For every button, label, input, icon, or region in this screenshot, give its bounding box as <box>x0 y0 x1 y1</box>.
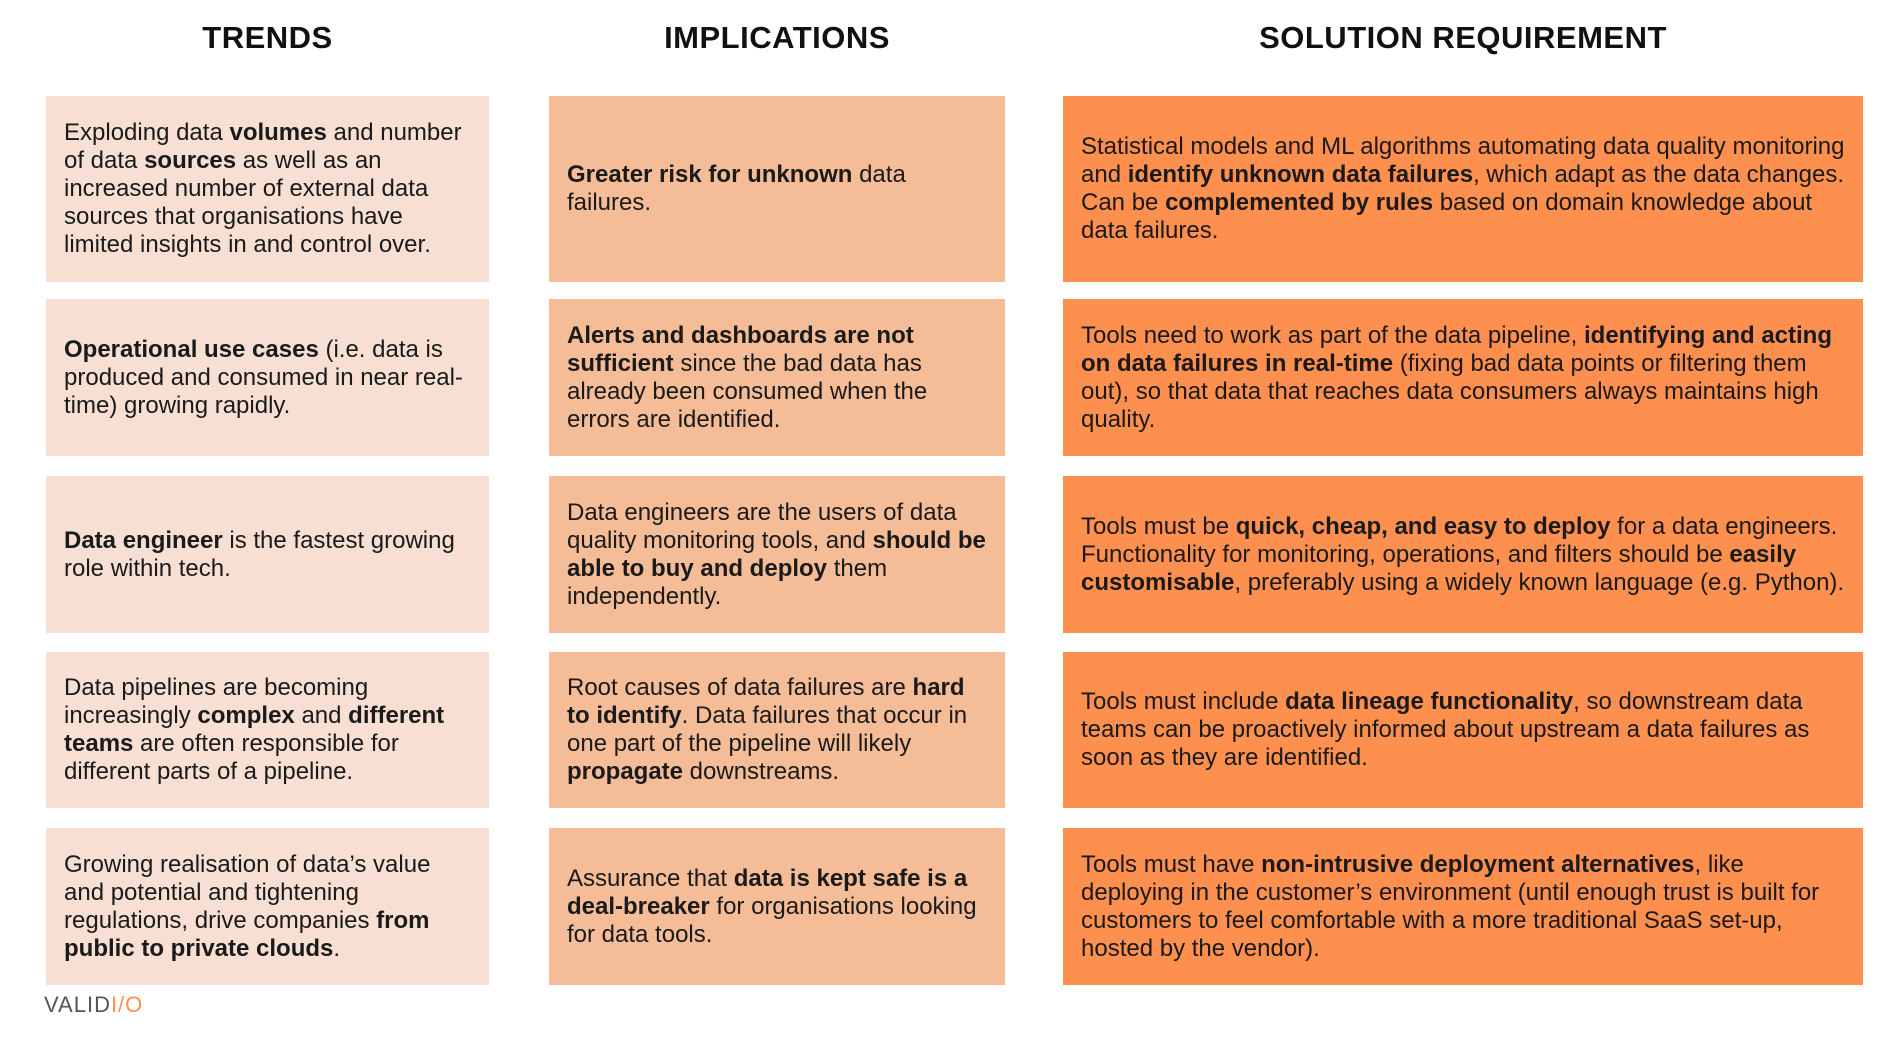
text-segment: , which adapt as the data changes. Can be <box>1081 161 1845 216</box>
implication-text <box>567 865 987 949</box>
trend-cell-5 <box>46 828 489 985</box>
emphasis-text: complex <box>197 702 295 729</box>
emphasis-text: volumes <box>229 119 327 146</box>
emphasis-text: propagate <box>567 758 684 785</box>
trend-cell-3 <box>46 476 489 633</box>
text-segment: Statistical models and ML algorithms automating data quality monitoring and <box>1081 133 1845 188</box>
header-implications: IMPLICATIONS <box>664 20 890 55</box>
text-segment: based on domain knowledge about data failures. <box>1081 189 1813 244</box>
text-segment: is the fastest growing role within tech. <box>64 526 455 582</box>
implication-cell-1 <box>549 96 1005 282</box>
text-segment: (i.e. data is produced and consumed in near real-time) growing rapidly. <box>64 335 463 419</box>
implication-text <box>567 322 987 434</box>
emphasis-text: Greater risk for unknown <box>567 161 853 188</box>
text-segment: are often responsible for different parts of a pipeline. <box>64 730 399 785</box>
emphasis-text: different teams <box>64 702 445 757</box>
text-segment: Assurance that <box>567 864 734 892</box>
implication-cell-4 <box>549 652 1005 808</box>
solution-text <box>1081 688 1845 772</box>
solution-cell-3 <box>1063 476 1863 633</box>
text-segment: Tools need to work as part of the data pipeline, <box>1081 321 1584 349</box>
emphasis-text: easily customisable <box>1081 540 1797 596</box>
solution-text <box>1081 133 1845 245</box>
text-segment: , so downstream data teams can be proactively informed about upstream a data failures as soon as they are identified. <box>1081 688 1810 771</box>
text-segment: Root causes of data failures are <box>567 674 913 701</box>
text-segment: . Data failures that occur in one part of the pipeline will likely <box>567 702 968 757</box>
text-segment: Tools must be <box>1081 512 1236 540</box>
emphasis-text: Operational use cases <box>64 335 319 363</box>
text-segment: since the bad data has already been consumed when the errors are identified. <box>567 349 928 433</box>
implication-text <box>567 499 987 611</box>
validio-logo <box>44 992 143 1018</box>
emphasis-text: data lineage functionality <box>1285 688 1574 715</box>
text-segment: and number of data <box>64 119 462 174</box>
emphasis-text: non-intrusive deployment alternatives <box>1261 850 1695 878</box>
text-segment: , preferably using a widely known language (e.g. Python). <box>1234 568 1845 596</box>
header-trends: TRENDS <box>202 20 333 55</box>
trend-text <box>64 336 471 420</box>
implication-cell-3 <box>549 476 1005 633</box>
text-segment: . <box>333 934 341 962</box>
text-segment: for a data engineers. Functionality for monitoring, operations, and filters should be <box>1081 512 1838 568</box>
trend-text <box>64 119 471 259</box>
solution-cell-5 <box>1063 828 1863 985</box>
text-segment: data failures. <box>567 161 906 216</box>
emphasis-text: quick, cheap, and easy to deploy <box>1235 512 1611 540</box>
text-segment: them independently. <box>567 554 888 610</box>
implication-cell-5 <box>549 828 1005 985</box>
emphasis-text: should be able to buy and deploy <box>567 526 986 582</box>
emphasis-text: from public to private clouds <box>64 906 430 962</box>
trend-text <box>64 527 471 583</box>
header-solution-requirement: SOLUTION REQUIREMENT <box>1259 20 1667 55</box>
emphasis-text: data is kept safe is a deal-breaker <box>567 864 968 920</box>
trend-cell-1 <box>46 96 489 282</box>
emphasis-text: complemented by rules <box>1165 189 1434 216</box>
emphasis-text: sources <box>144 147 237 174</box>
trend-text <box>64 851 471 963</box>
text-segment: and <box>294 702 349 729</box>
text-segment: Data engineers are the users of data quality monitoring tools, and <box>567 498 957 554</box>
implication-text <box>567 674 987 786</box>
logo-accent-text: I/O <box>110 992 144 1017</box>
emphasis-text: Data engineer <box>64 526 223 554</box>
trend-cell-4 <box>46 652 489 808</box>
text-segment: Exploding data <box>64 119 230 146</box>
text-segment: Tools must include <box>1081 688 1286 715</box>
implication-cell-2 <box>549 299 1005 456</box>
trend-cell-2 <box>46 299 489 456</box>
solution-cell-4 <box>1063 652 1863 808</box>
text-segment: Data pipelines are becoming increasingly <box>64 674 369 729</box>
text-segment: as well as an increased number of external data sources that organisations have limited insights in and control over. <box>64 147 431 258</box>
solution-text <box>1081 322 1845 434</box>
solution-cell-1 <box>1063 96 1863 282</box>
emphasis-text: hard to identify <box>567 674 965 729</box>
text-segment: Tools must have <box>1081 850 1262 878</box>
text-segment: (fixing bad data points or filtering them out), so that data that reaches data consumers always maintains high quality. <box>1081 349 1819 433</box>
text-segment: , like deploying in the customer’s environment (until enough trust is built for customers to feel comfortable with a more traditional SaaS set-up, hosted by the vendor). <box>1081 850 1820 962</box>
text-segment: for organisations looking for data tools. <box>567 892 977 948</box>
solution-cell-2 <box>1063 299 1863 456</box>
text-segment: Growing realisation of data’s value and potential and tightening regulations, drive companies <box>64 850 431 934</box>
emphasis-text: identify unknown data failures <box>1127 161 1474 188</box>
text-segment: downstreams. <box>683 758 840 785</box>
solution-text <box>1081 513 1845 597</box>
solution-text <box>1081 851 1845 963</box>
emphasis-text: identifying and acting on data failures in real-time <box>1081 321 1832 377</box>
emphasis-text: Alerts and dashboards are not sufficient <box>567 321 914 377</box>
trend-text <box>64 674 471 786</box>
implication-text <box>567 161 987 217</box>
logo-text: VALID <box>44 992 111 1017</box>
